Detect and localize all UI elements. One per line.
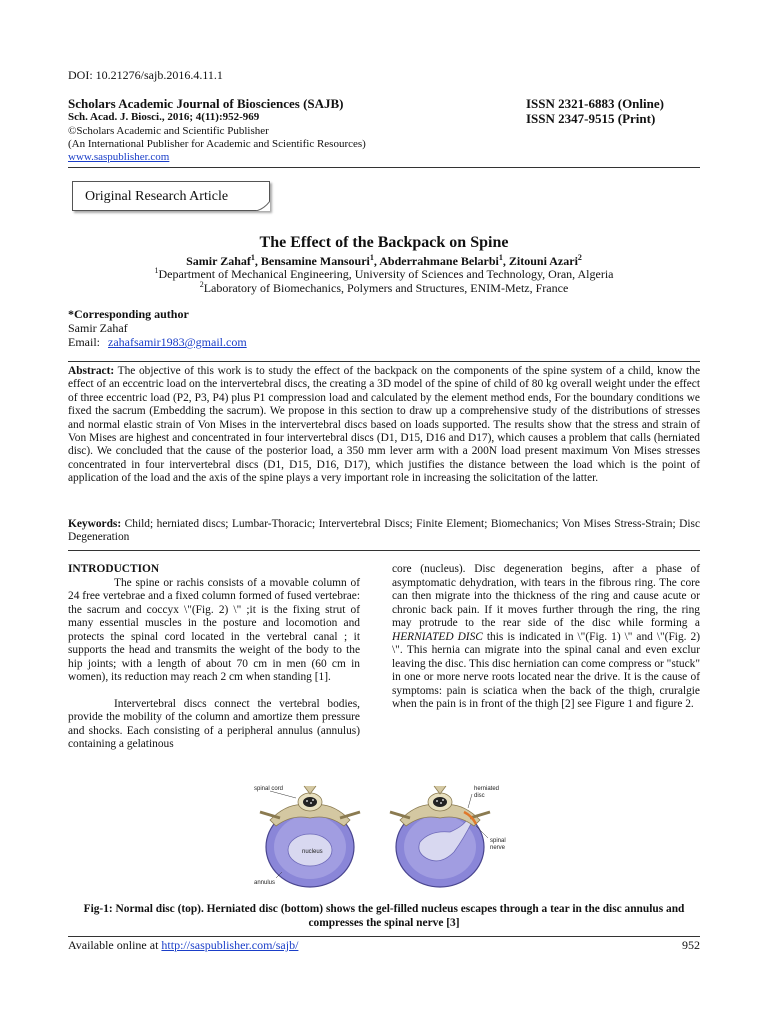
affiliation: $^2$Laboratory of Biomechanics, Polymers and Structures, ENIM-Metz, France bbox=[199, 280, 569, 295]
keywords-label: Keywords: bbox=[68, 518, 122, 530]
abstract-label: Abstract: bbox=[68, 365, 115, 377]
intro-paragraph-1: The spine or rachis consists of a movable column of 24 free vertebrae and a fixed column formed of fused vertebrae: the sacrum and coccyx \"(Fig. 2) \" ;it is the fixing strut of many essential muscles in the posture and locomotion and protects the spinal cord located in the vertebral canal ; it supports the head and transmits the weight of the body to the hip joints; with a length of about 70 cm in men (60 cm in women), its reduction may reach 2 cm when standing [1]. bbox=[68, 576, 360, 683]
right-column bbox=[392, 563, 700, 712]
author: Abderrahmane Belarbi$^1$, bbox=[379, 253, 509, 268]
publisher: ©Scholars Academic and Scientific Publisher bbox=[68, 125, 269, 137]
corresponding-name: Samir Zahaf bbox=[68, 321, 128, 335]
corresponding-email-row bbox=[68, 335, 247, 350]
label-annulus: annulus bbox=[254, 880, 276, 886]
footer-rule bbox=[68, 936, 700, 937]
page-number: 952 bbox=[682, 938, 700, 952]
label-spinal: spinal bbox=[490, 838, 506, 844]
label-herniated: herniated bbox=[474, 786, 500, 792]
email-link[interactable]: zahafsamir1983@gmail.com bbox=[108, 335, 247, 349]
section-heading: INTRODUCTION bbox=[68, 563, 160, 575]
publisher-subtitle: (An International Publisher for Academic and Scientific Resources) bbox=[68, 138, 366, 150]
article-type: Original Research Article bbox=[85, 189, 229, 204]
author: Bensamine Mansouri$^1$, bbox=[260, 253, 380, 268]
website-link[interactable]: www.saspublisher.com bbox=[68, 151, 170, 163]
abstract-bottom-rule bbox=[68, 550, 700, 551]
normal-disc-figure bbox=[254, 786, 360, 887]
header-rule bbox=[68, 167, 700, 168]
herniated-disc-figure bbox=[390, 786, 506, 887]
affiliation: $^1$Department of Mechanical Engineering, University of Sciences and Technology, Oran, Algeria bbox=[154, 266, 614, 281]
doi: DOI: 10.21276/sajb.2016.4.11.1 bbox=[68, 68, 223, 82]
issn-online: ISSN 2321-6883 (Online) bbox=[526, 96, 664, 111]
herniated-disc-term: HERNIATED DISC bbox=[392, 630, 483, 643]
author: Zitouni Azari$^2$ bbox=[508, 253, 582, 268]
intro-paragraph-continued: core (nucleus). Disc degeneration begins, after a phase of asymptomatic dehydration, with tears in the fibrous ring. The core can then migrate into the thickness of the ring and cause acute or chronic back pain. If it moves further through the ring, the ring may protrude to the rear side of the disc while forming a HERNIATED DISC this is indicated in \"(Fig. 1) \" and \"(Fig. 2) \". This hernia can migrate into the spinal canal and even exclur leaving the disc. This disc herniation can come compress or "stuck" in one or more nerve roots located near the drive. It is the cause of symptoms: pain is sciatica when the back of the thigh, cruralgie when the pain is in front of the thigh [2] see Figure 1 and figure 2. bbox=[392, 563, 701, 710]
label-spinal-cord: spinal cord bbox=[254, 786, 284, 792]
abstract-text: The objective of this work is to study the effect of the backpack on the components of the spine system of a child, know the effect of an eccentric load on the intervertebral discs, the creating a 3D model of the spine of child of 80 kg overall weight under the effect of three eccentric load (P2, P3, P4) plus P1 compression load and calculated by the element method ends, For the boundary conditions we fixed the sacrum (Embedding the sacrum). We propose in this section to draw up a comprehensive study of the distributions of stresses and normal elastic strain of Von Mises in the intervertebral discs based on loads supported. The results show that the stress and strain of Von Mises are highest and concentrated in four intervertebral discs (D1, D15, D16 and D17), which causes a problem that calls (herniated disc). We concluded that the cause of the posterior load, a 350 mm lever arm with a 200N load present maximum Von Mises stresses concentrated in four intervertebral discs (D1, D15, D16, D17), which justifies the distance between the load which is the point of application of the load and the axis of the spine plays a very important role in increasing the solicitation of the latter. bbox=[68, 365, 700, 485]
intro-paragraph-2: Intervertebral discs connect the vertebral bodies, provide the mobility of the column and amortize them pressure and shocks. Each consisting of a peripheral annulus (annulus) containing a gelatinous bbox=[68, 697, 360, 750]
figure-caption: Fig-1: Normal disc (top). Herniated disc (bottom) shows the gel-filled nucleus escapes through a tear in the disc annulus and compresses the spinal nerve [3] bbox=[83, 903, 685, 929]
issn-print: ISSN 2347-9515 (Print) bbox=[526, 111, 656, 126]
footer-link[interactable]: http://saspublisher.com/sajb/ bbox=[161, 938, 299, 952]
journal-name: Scholars Academic Journal of Biosciences (SAJB) bbox=[68, 96, 344, 111]
keywords-text: Child; herniated discs; Lumbar-Thoracic; Intervertebral Discs; Finite Element; Biomechanics; Von Mises Stress-Strain; Disc Degeneration bbox=[68, 518, 700, 544]
page-curl-icon bbox=[256, 201, 270, 211]
keywords bbox=[68, 518, 700, 545]
disc-illustration bbox=[250, 782, 520, 892]
label-nerve: nerve bbox=[490, 845, 506, 851]
abstract bbox=[68, 365, 700, 486]
author: Samir Zahaf$^1$, bbox=[186, 253, 261, 268]
citation: Sch. Acad. J. Biosci., 2016; 4(11):952-969 bbox=[68, 111, 260, 123]
label-disc: disc bbox=[474, 793, 485, 799]
article-type-box bbox=[72, 181, 270, 211]
corresponding-heading: *Corresponding author bbox=[68, 307, 189, 321]
label-nucleus: nucleus bbox=[302, 849, 323, 855]
paper-title: The Effect of the Backpack on Spine bbox=[259, 234, 509, 251]
abstract-top-rule bbox=[68, 361, 700, 362]
email-label: Email: bbox=[68, 335, 100, 349]
footer-availability: Available online at http://saspublisher.com/sajb/ bbox=[68, 938, 299, 952]
left-column bbox=[68, 563, 360, 752]
